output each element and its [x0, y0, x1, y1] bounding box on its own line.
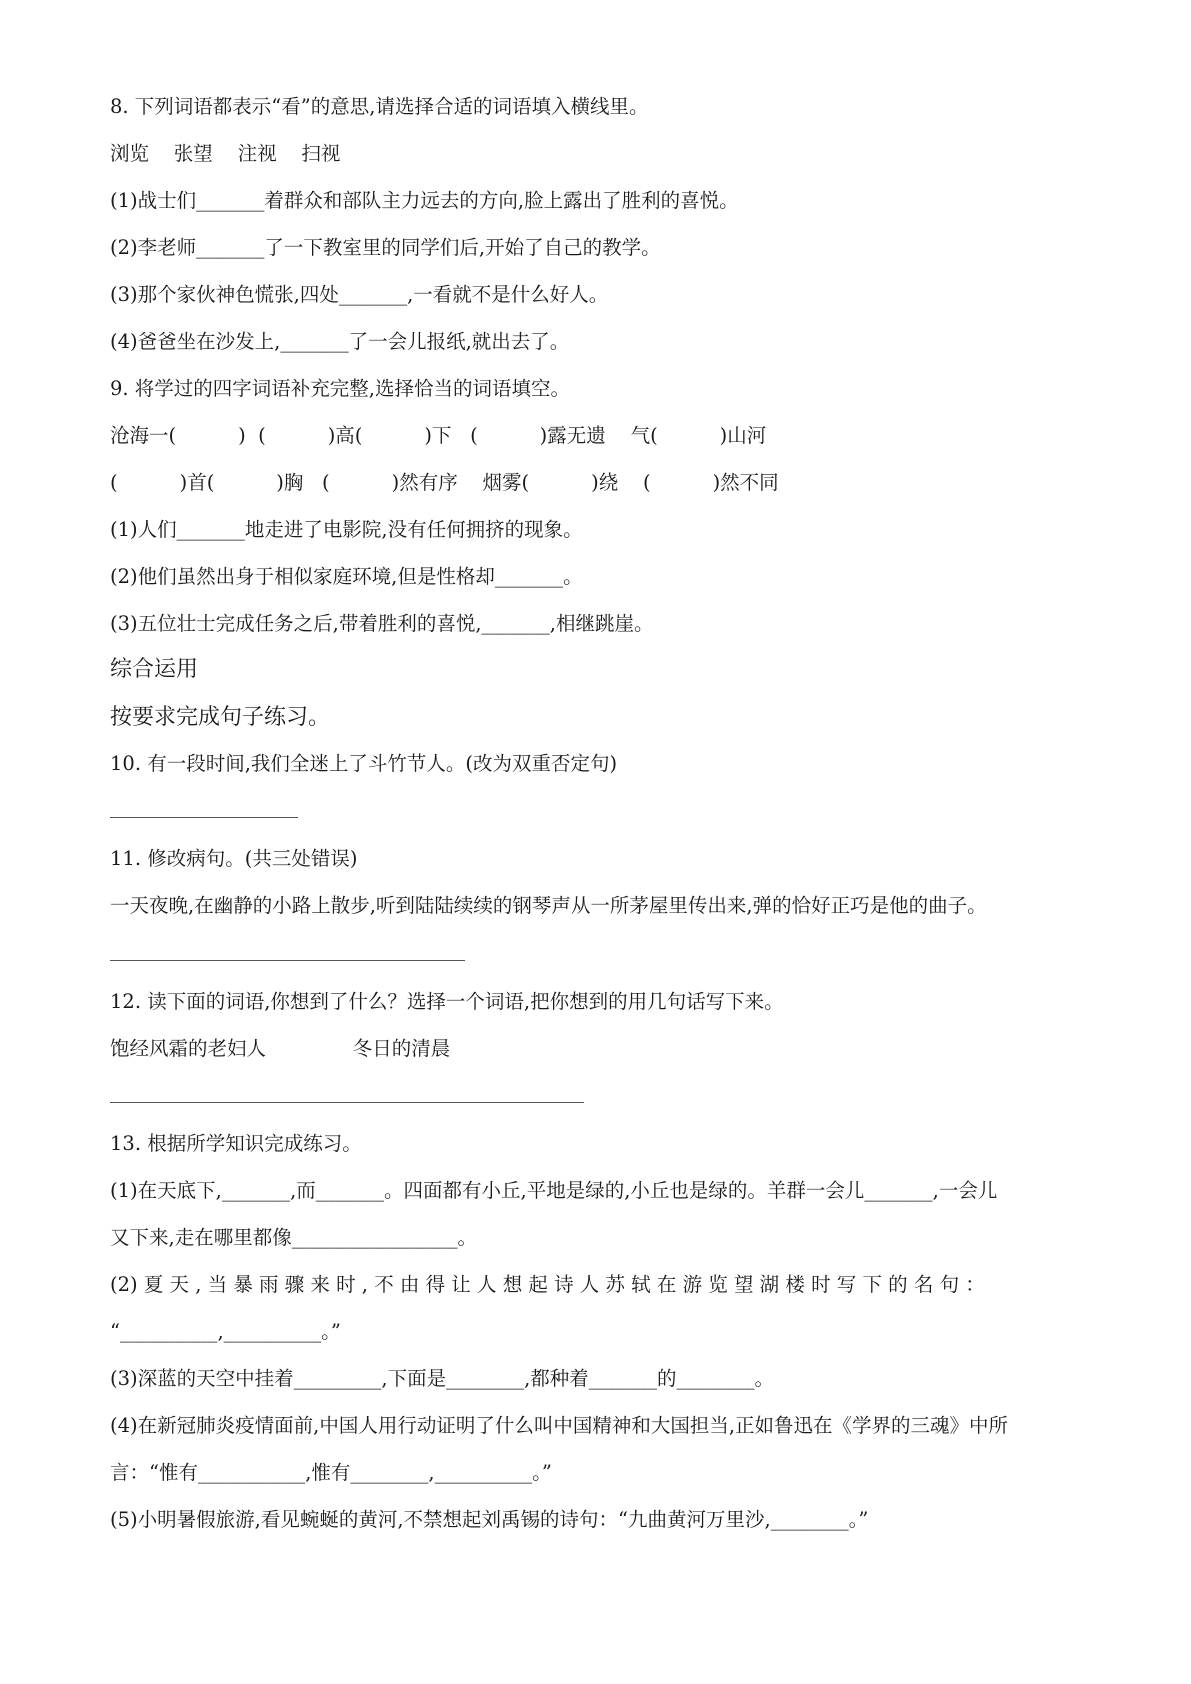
q8-item-4: (4)爸爸坐在沙发上,_______了一会儿报纸,就出去了。 — [110, 330, 570, 353]
q13-item-1-line-2: 又下来,走在哪里都像_________________。 — [110, 1226, 477, 1249]
q13-prompt: 13. 根据所学知识完成练习。 — [110, 1132, 362, 1155]
q10-answer-line — [110, 817, 298, 818]
q11-answer-line — [110, 960, 465, 961]
q11-prompt: 11. 修改病句。(共三处错误) — [110, 847, 358, 870]
q13-item-2-line-2: “__________,__________。” — [110, 1320, 341, 1343]
q9-prompt: 9. 将学过的四字词语补充完整,选择恰当的词语填空。 — [110, 377, 571, 400]
q13-item-5: (5)小明暑假旅游,看见蜿蜒的黄河,不禁想起刘禹锡的诗句：“九曲黄河万里沙,________。” — [110, 1508, 869, 1531]
q8-prompt: 8. 下列词语都表示“看”的意思,请选择合适的词语填入横线里。 — [110, 95, 649, 118]
q9-idiom-row-2: ( )首( )胸 ( )然有序 烟雾( )绕 ( )然不同 — [110, 471, 779, 494]
q12-prompt: 12. 读下面的词语,你想到了什么？选择一个词语,把你想到的用几句话写下来。 — [110, 990, 784, 1013]
q9-item-2: (2)他们虽然出身于相似家庭环境,但是性格却_______。 — [110, 565, 583, 588]
q9-item-3: (3)五位壮士完成任务之后,带着胜利的喜悦,_______,相继跳崖。 — [110, 612, 654, 635]
section-subtitle: 按要求完成句子练习。 — [110, 705, 331, 730]
q12-choices: 饱经风霜的老妇人 冬日的清晨 — [110, 1037, 451, 1060]
q13-item-4-line-2: 言：“惟有___________,惟有________,__________。” — [110, 1461, 552, 1484]
q12-answer-line — [110, 1102, 584, 1103]
q9-idiom-row-1: 沧海一( ) ( )高( )下 ( )露无遗 气( )山河 — [110, 424, 767, 447]
q8-item-3: (3)那个家伙神色慌张,四处_______,一看就不是什么好人。 — [110, 283, 609, 306]
q8-item-1: (1)战士们_______着群众和部队主力远去的方向,脸上露出了胜利的喜悦。 — [110, 189, 739, 212]
q13-item-2-line-1: (2) 夏 天 , 当 暴 雨 骤 来 时 , 不 由 得 让 人 想 起 诗 人 苏 轼 在 游 览 望 湖 楼 时 写 下 的 名 句 ： — [110, 1273, 985, 1296]
q11-sentence: 一天夜晚,在幽静的小路上散步,听到陆陆续续的钢琴声从一所茅屋里传出来,弹的恰好正巧是他的曲子。 — [110, 894, 987, 917]
q13-item-4-line-1: (4)在新冠肺炎疫情面前,中国人用行动证明了什么叫中国精神和大国担当,正如鲁迅在《学界的三魂》中所 — [110, 1414, 1009, 1437]
q8-word-bank: 浏览 张望 注视 扫视 — [110, 142, 341, 165]
q10-prompt: 10. 有一段时间,我们全迷上了斗竹节人。(改为双重否定句) — [110, 752, 618, 775]
q13-item-1-line-1: (1)在天底下,_______,而_______。四面都有小丘,平地是绿的,小丘也是绿的。羊群一会儿_______,一会儿 — [110, 1179, 998, 1202]
q8-item-2: (2)李老师_______了一下教室里的同学们后,开始了自己的教学。 — [110, 236, 661, 259]
section-title: 综合运用 — [110, 657, 199, 682]
q13-item-3: (3)深蓝的天空中挂着_________,下面是________,都种着_______的________。 — [110, 1367, 775, 1390]
q9-item-1: (1)人们_______地走进了电影院,没有任何拥挤的现象。 — [110, 518, 583, 541]
